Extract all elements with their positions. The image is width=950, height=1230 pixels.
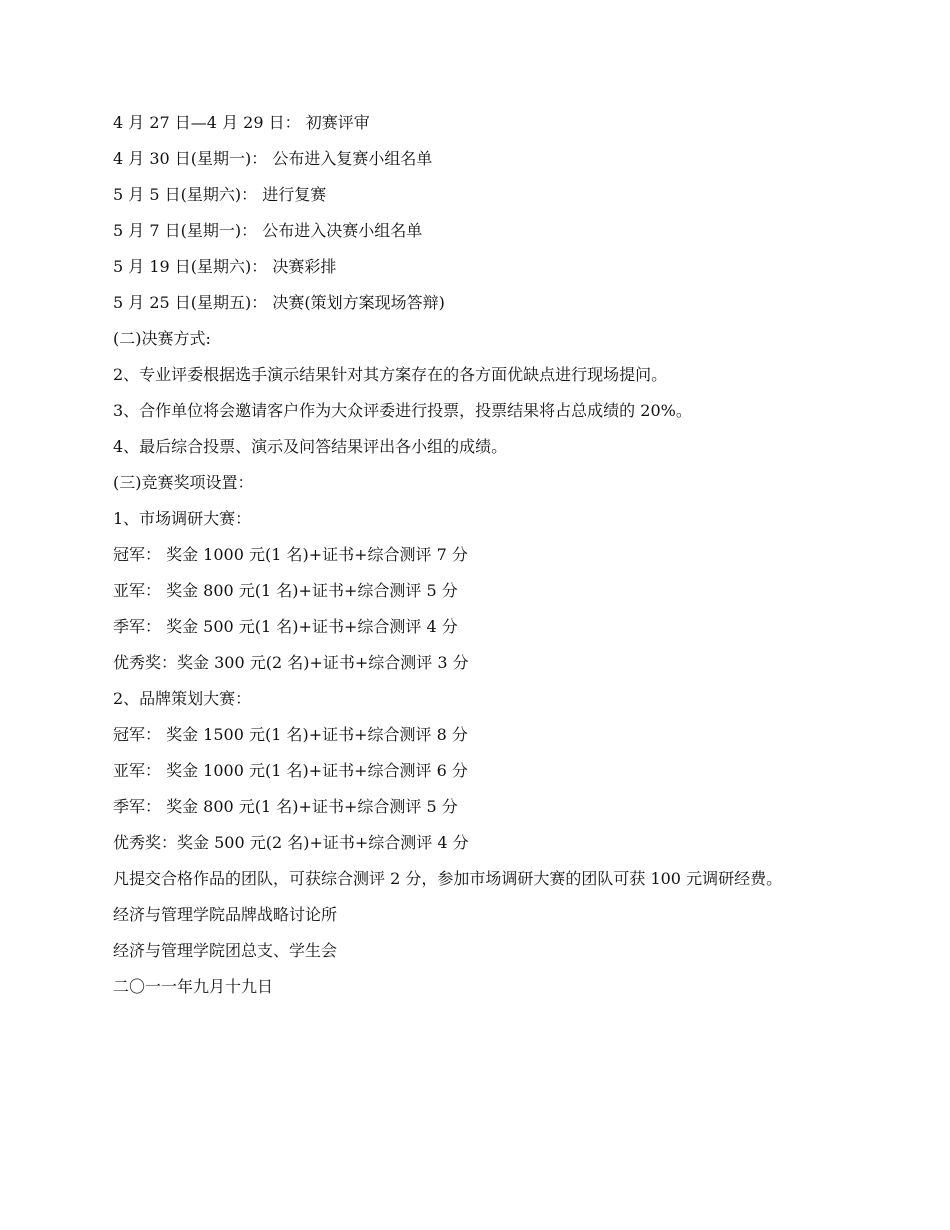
schedule-date: 5 月 7 日(星期一)：	[113, 221, 258, 240]
section-heading-final-method: (二)决赛方式:	[113, 329, 211, 348]
schedule-event: 决赛(策划方案现场答辩)	[272, 293, 445, 312]
brand-prize: 优秀奖：奖金 500 元(2 名)+证书+综合测评 4 分	[113, 833, 469, 852]
schedule-item	[113, 113, 828, 133]
schedule-date: 5 月 25 日(星期五)：	[113, 293, 268, 312]
final-method-item: 4、最后综合投票、演示及问答结果评出各小组的成绩。	[113, 437, 508, 456]
brand-prize: 亚军： 奖金 1000 元(1 名)+证书+综合测评 6 分	[113, 761, 468, 780]
document-body	[113, 113, 828, 1013]
brand-contest-title: 2、品牌策划大赛：	[113, 689, 252, 708]
schedule-date: 5 月 19 日(星期六)：	[113, 257, 268, 276]
schedule-event: 公布进入决赛小组名单	[262, 221, 423, 240]
schedule-event: 初赛评审	[305, 113, 370, 132]
participation-note: 凡提交合格作品的团队，可获综合测评 2 分，参加市场调研大赛的团队可获 100 元调研经费。	[113, 869, 783, 888]
schedule-item	[113, 149, 828, 169]
schedule-item	[113, 293, 828, 313]
market-contest-title: 1、市场调研大赛：	[113, 509, 252, 528]
signature-date: 二〇一一年九月十九日	[113, 977, 274, 996]
schedule-date: 4 月 27 日—4 月 29 日：	[113, 113, 301, 132]
schedule-date: 4 月 30 日(星期一)：	[113, 149, 268, 168]
final-method-item: 3、合作单位将会邀请客户作为大众评委进行投票，投票结果将占总成绩的 20%。	[113, 401, 692, 420]
signature-org-1: 经济与管理学院品牌战略讨论所	[113, 905, 338, 924]
market-prize: 优秀奖：奖金 300 元(2 名)+证书+综合测评 3 分	[113, 653, 469, 672]
section-heading-awards: (三)竞赛奖项设置：	[113, 473, 254, 492]
schedule-item	[113, 185, 828, 205]
schedule-event: 公布进入复赛小组名单	[272, 149, 433, 168]
market-prize: 冠军： 奖金 1000 元(1 名)+证书+综合测评 7 分	[113, 545, 468, 564]
schedule-item	[113, 221, 828, 241]
final-method-item: 2、专业评委根据选手演示结果针对其方案存在的各方面优缺点进行现场提问。	[113, 365, 668, 384]
schedule-item	[113, 257, 828, 277]
brand-prize: 冠军： 奖金 1500 元(1 名)+证书+综合测评 8 分	[113, 725, 468, 744]
signature-org-2: 经济与管理学院团总支、学生会	[113, 941, 338, 960]
schedule-event: 决赛彩排	[272, 257, 337, 276]
brand-prize: 季军： 奖金 800 元(1 名)+证书+综合测评 5 分	[113, 797, 458, 816]
market-prize: 季军： 奖金 500 元(1 名)+证书+综合测评 4 分	[113, 617, 458, 636]
schedule-date: 5 月 5 日(星期六)：	[113, 185, 258, 204]
market-prize: 亚军： 奖金 800 元(1 名)+证书+综合测评 5 分	[113, 581, 458, 600]
schedule-event: 进行复赛	[262, 185, 327, 204]
